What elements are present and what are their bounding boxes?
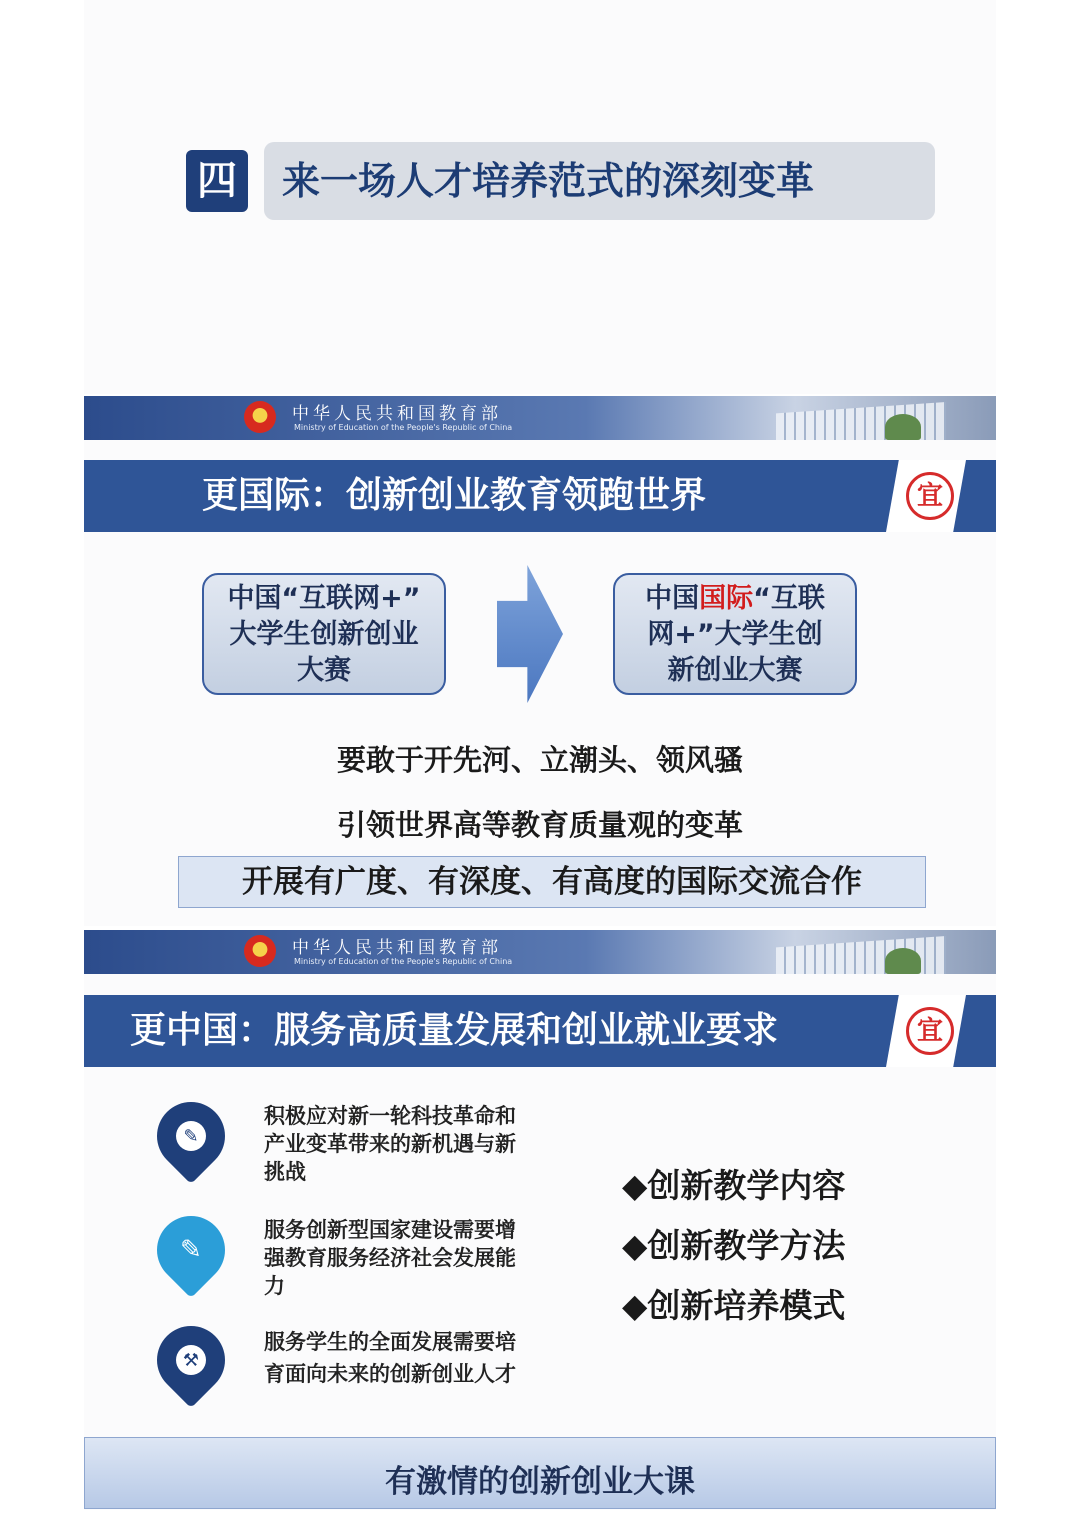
highlight-text: 国际 (699, 583, 754, 614)
box-line (615, 581, 855, 617)
item-text-3: 服务学生的全面发展需要培育面向未来的创新创业人才 (264, 1330, 516, 1386)
statement-line-2: 引领世界高等教育质量观的变革 (336, 808, 743, 842)
ministry-name-cn: 中华人民共和国教育部 (292, 938, 502, 958)
national-emblem-icon (244, 935, 276, 967)
section-number: 四 (186, 150, 248, 212)
bullet-teaching-method: ◆创新教学方法 (622, 1226, 846, 1265)
statement-line-1: 要敢于开先河、立潮头、领风骚 (336, 743, 743, 777)
university-logo-icon: 宜 (906, 472, 954, 520)
bottom-banner (84, 1437, 996, 1509)
ministry-name-en: Ministry of Education of the People's Republic of China (294, 423, 513, 432)
wrench-icon: ⚒ (143, 1312, 239, 1408)
box-line: 网+”大学生创 (647, 619, 823, 650)
slide-title: 更国际：创新创业教育领跑世界 (202, 475, 707, 516)
section-title-box (264, 142, 935, 220)
box-domestic-contest (202, 573, 446, 695)
bottom-banner-text: 有激情的创新创业大课 (385, 1464, 695, 1500)
exchange-highlight-box: 开展有广度、有深度、有高度的国际交流合作 (178, 856, 926, 908)
box-text: “互联 (753, 583, 825, 614)
box-line: 大赛 (297, 655, 351, 686)
bullet-teaching-content: ◆创新教学内容 (622, 1166, 846, 1205)
edit-icon: ✎ (143, 1202, 239, 1298)
slide-title-bar (84, 995, 996, 1067)
box-international-contest (613, 573, 857, 695)
ministry-name-cn: 中华人民共和国教育部 (292, 404, 502, 424)
bullet-training-mode: ◆创新培养模式 (622, 1286, 846, 1325)
item-text-1: 积极应对新一轮科技革命和产业变革带来的新机遇与新挑战 (264, 1104, 516, 1184)
ministry-header (84, 396, 996, 440)
pencil-icon: ✎ (143, 1088, 239, 1184)
slide-title-bar (84, 460, 996, 532)
box-line: 中国“互联网+” (227, 583, 421, 614)
ministry-name-en: Ministry of Education of the People's Republic of China (294, 957, 513, 966)
box-line: 新创业大赛 (667, 655, 803, 686)
box-text: 中国 (645, 583, 700, 614)
item-text-2: 服务创新型国家建设需要增强教育服务经济社会发展能力 (264, 1218, 516, 1298)
university-logo-icon: 宜 (906, 1007, 954, 1055)
section-title: 来一场人才培养范式的深刻变革 (282, 159, 815, 203)
slide-title: 更中国：服务高质量发展和创业就业要求 (130, 1010, 779, 1051)
tree-image (885, 948, 921, 974)
box-line: 大学生创新创业 (229, 619, 419, 650)
ministry-header (84, 930, 996, 974)
tree-image (885, 414, 921, 440)
national-emblem-icon (244, 401, 276, 433)
